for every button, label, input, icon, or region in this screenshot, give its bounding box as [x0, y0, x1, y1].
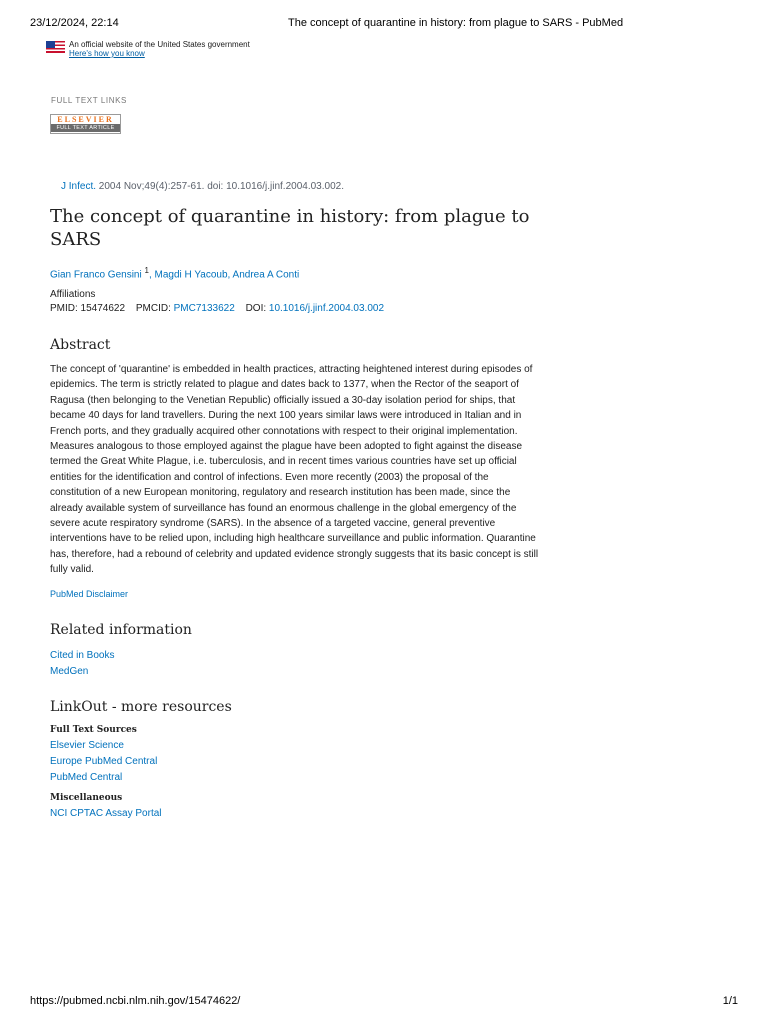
full-text-article-label: FULL TEXT ARTICLE [51, 124, 120, 132]
print-page-number: 1/1 [722, 995, 738, 1007]
europe-pubmed-central-link[interactable]: Europe PubMed Central [50, 756, 158, 767]
elsevier-full-text-link[interactable] [50, 114, 121, 134]
doi-label: DOI: [245, 303, 267, 314]
full-text-links-heading: FULL TEXT LINKS [51, 96, 127, 105]
citation-details: 2004 Nov;49(4):257-61. doi: 10.1016/j.jinf.2004.03.002. [96, 181, 344, 192]
author-list [50, 266, 299, 280]
journal-link[interactable]: J Infect. [61, 181, 97, 192]
doi-link[interactable]: 10.1016/j.jinf.2004.03.002 [268, 303, 385, 314]
heres-how-you-know-link[interactable]: Here's how you know [69, 49, 145, 58]
pubmed-central-link[interactable]: PubMed Central [50, 772, 123, 783]
medgen-link[interactable]: MedGen [50, 666, 89, 677]
gov-banner-statement: An official website of the United States government [69, 40, 250, 49]
pmcid-link[interactable]: PMC7133622 [173, 303, 235, 314]
related-information-heading: Related information [50, 622, 192, 638]
gov-banner-text [69, 40, 250, 58]
author-link-gensini[interactable]: Gian Franco Gensini [50, 269, 142, 281]
pmcid-label: PMCID: [135, 303, 171, 314]
pubmed-disclaimer-link[interactable]: PubMed Disclaimer [50, 589, 129, 599]
linkout-heading: LinkOut - more resources [50, 699, 232, 715]
abstract-heading: Abstract [50, 337, 111, 353]
pmid: PMID: 15474622 [50, 303, 126, 314]
full-text-sources-list [50, 738, 157, 786]
full-text-sources-heading: Full Text Sources [50, 725, 137, 735]
us-flag-icon [46, 41, 65, 53]
elsevier-science-link[interactable]: Elsevier Science [50, 740, 124, 751]
author-links-others[interactable]: , Magdi H Yacoub, Andrea A Conti [148, 269, 300, 281]
affiliation-marker[interactable]: 1 [144, 266, 149, 275]
citation [61, 181, 344, 192]
nci-cptac-assay-portal-link[interactable]: NCI CPTAC Assay Portal [50, 808, 162, 819]
cited-in-books-link[interactable]: Cited in Books [50, 650, 115, 661]
print-url: https://pubmed.ncbi.nlm.nih.gov/15474622/ [30, 995, 241, 1007]
print-datetime: 23/12/2024, 22:14 [30, 17, 119, 29]
article-title: The concept of quarantine in history: from plague to SARS [50, 206, 530, 250]
miscellaneous-heading: Miscellaneous [50, 793, 123, 803]
elsevier-logo-text: ELSEVIER [57, 115, 114, 124]
article-identifiers [50, 303, 384, 314]
print-page-title: The concept of quarantine in history: from plague to SARS - PubMed [288, 17, 624, 29]
related-information-list [50, 648, 114, 680]
abstract-text: The concept of 'quarantine' is embedded in health practices, attracting heightened interest during episodes of epidemics. The term is strictly related to plague and dates back to 1377, when the Rector of the seaport of Ragusa (then belonging to the Venetian Republic) officially issued a 30-day isolation period for ships, that became 40 days for land travellers. During the next 100 years similar laws were introduced in Italian and in French ports, and they gradually acquired other connotations with respect to their original implementation. Measures analogous to those employed against the plague have been adopted to fight against the disease termed the Great White Plague, i.e. tuberculosis, and in recent times various countries have set up official entities for the identification and control of infections. Even more recently (2003) the proposal of the constitution of a new European monitoring, regulatory and research institution has been made, since the already available system of surveillance has found an enormous challenge in the global emergency of the severe acute respiratory syndrome (SARS). In the absence of a targeted vaccine, general preventive interventions have to be relied upon, including high healthcare surveillance and public information. Quarantine has, therefore, had a rebound of celebrity and updated evidence strongly suggests that its basic concept is still fully valid. [50, 364, 539, 576]
affiliations-toggle[interactable]: Affiliations [50, 289, 96, 300]
miscellaneous-list [50, 806, 162, 822]
